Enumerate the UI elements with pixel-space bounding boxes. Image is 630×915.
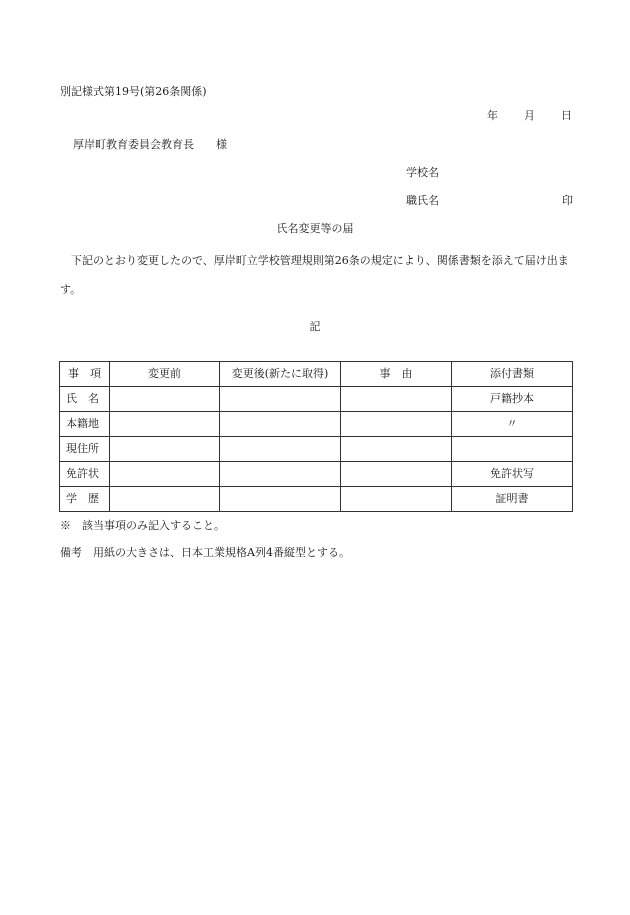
table-row	[60, 437, 573, 462]
date-day-label: 日	[561, 109, 572, 122]
table-header-row	[60, 362, 573, 387]
body-text: 下記のとおり変更したので、厚岸町立学校管理規則第26条の規定により、関係書類を添えて届け出ます。	[60, 254, 569, 296]
date-month-label: 月	[524, 109, 535, 122]
note-line: ※ 該当事項のみ記入すること。	[60, 519, 225, 532]
cell-attachment	[452, 437, 573, 462]
cell-before	[110, 437, 220, 462]
row-item: 現住所	[60, 437, 110, 462]
date-year-label: 年	[487, 109, 498, 122]
cell-attachment: 〃	[452, 412, 573, 437]
table-row	[60, 462, 573, 487]
school-name-label: 学校名	[406, 166, 439, 179]
table-row	[60, 487, 573, 512]
row-item: 氏 名	[60, 387, 110, 412]
change-table	[59, 361, 573, 512]
document-title: 氏名変更等の届	[276, 222, 354, 235]
table-row	[60, 412, 573, 437]
cell-after	[220, 462, 341, 487]
addressee: 厚岸町教育委員会教育長 様	[73, 138, 227, 151]
cell-attachment: 免許状写	[452, 462, 573, 487]
header-after: 変更後(新たに取得)	[220, 362, 341, 387]
form-number: 別記様式第19号(第26条関係)	[60, 85, 207, 98]
cell-after	[220, 387, 341, 412]
cell-after	[220, 437, 341, 462]
cell-reason	[341, 412, 452, 437]
cell-reason	[341, 387, 452, 412]
header-reason: 事 由	[341, 362, 452, 387]
date-line	[487, 109, 572, 123]
cell-before	[110, 462, 220, 487]
name-title-label: 職氏名	[406, 194, 439, 207]
header-attachment: 添付書類	[452, 362, 573, 387]
cell-before	[110, 487, 220, 512]
cell-after	[220, 412, 341, 437]
cell-after	[220, 487, 341, 512]
cell-reason	[341, 437, 452, 462]
remarks-line: 備考 用紙の大きさは、日本工業規格A列4番縦型とする。	[60, 546, 350, 559]
cell-reason	[341, 487, 452, 512]
cell-reason	[341, 462, 452, 487]
ki-label: 記	[309, 320, 321, 333]
cell-before	[110, 387, 220, 412]
row-item: 本籍地	[60, 412, 110, 437]
table-row	[60, 387, 573, 412]
seal-label: 印	[562, 194, 573, 207]
row-item: 学 歴	[60, 487, 110, 512]
cell-attachment: 戸籍抄本	[452, 387, 573, 412]
header-item: 事 項	[60, 362, 110, 387]
cell-before	[110, 412, 220, 437]
header-before: 変更前	[110, 362, 220, 387]
cell-attachment: 証明書	[452, 487, 573, 512]
row-item: 免許状	[60, 462, 110, 487]
